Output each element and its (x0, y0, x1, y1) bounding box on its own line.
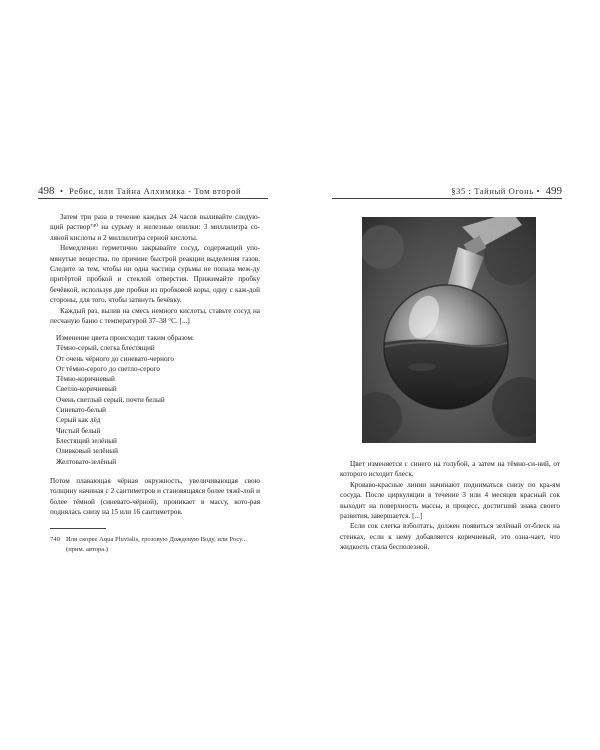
list-item: Очень светлый серый, почти белый (56, 395, 165, 404)
paragraph: Если сок слегка взболтать, должен появиться зелёный от-блеск на стенках, если к нему добавляется коричневый, это озна-чает, что жидкость стала бесполезной. (340, 522, 560, 552)
list-item: Оливковый зелёный (56, 447, 118, 456)
left-running-head: 498 • Ребис, или Тайна Алхимика - Том второй (38, 185, 242, 197)
list-item: Синевато-белый (56, 406, 107, 415)
left-running-title: Ребис, или Тайна Алхимика - Том второй (68, 186, 242, 196)
left-page-number: 498 (38, 185, 55, 197)
right-main-text (340, 459, 560, 553)
footnote-rule (50, 528, 106, 529)
left-after-list-text (50, 476, 260, 518)
list-item: Тёмно-серый, слегка блестящий (56, 344, 155, 353)
left-main-text (50, 212, 260, 326)
paragraph: Потом плавающая чёрная окружность, увеличивающая свою толщину начиная с 2 сантиметров и становящаяся более тяжё-лой и более тёмной (синевато-чёрной), проникает в массу, кото-рая поднялась снизу на 15 или 16 сантиметров. (50, 477, 260, 517)
footnote-line-1: Или скорее Aqua Pluvialis, грозовую Дождевую Воду, или Росу... (66, 536, 247, 543)
color-change-list (56, 333, 256, 467)
round-bottom-flask-photo (362, 217, 536, 443)
right-page (300, 0, 600, 750)
right-running-title: §35 : Тайный Огонь • (451, 186, 541, 196)
list-item: Серый как лёд (56, 416, 101, 425)
list-item: Чистый белый (56, 426, 101, 435)
paragraph: Затем три раза в течение каждых 24 часов выливайте следую-щий раствор⁷⁴⁰ на сурьму и железные опилки: 3 миллилитра со-ляной кислоты и 2 миллилитра серной кислоты. (50, 213, 260, 242)
list-item: От тёмно-серого до светло-серого (56, 364, 160, 373)
paragraph: Каждый раз, вылив на смесь немного кислоты, ставьте сосуд на песчаную баню с температурой 37–38 °C. [...] (50, 306, 260, 326)
paragraph: Кроваво-красные линии начинают подниматься снизу по кра-ям сосуда. После циркуляции в течение 3 или 4 месяцев красный сок выходит на поверхность массы, и процесс, достигший знака своего развития, завершается. [...] (340, 480, 560, 521)
list-item: Тёмно-коричневый (56, 375, 115, 384)
footnote (50, 535, 260, 554)
footnote-line-2: (прим. автора.) (66, 545, 109, 553)
paragraph: Цвет изменяется с синего на голубой, а затем на тёмно-си-ний, от которого исходит блеск. (340, 460, 560, 479)
footnote-number: 740 (50, 536, 60, 543)
list-item: От очень чёрного до синевато-черного (56, 354, 174, 363)
color-list-intro: Изменение цвета происходит таким образом: (56, 334, 195, 342)
left-header-rule (38, 198, 268, 199)
right-page-number: 499 (545, 185, 562, 197)
right-running-head (451, 185, 562, 197)
list-item: Желтовато-зелёный (56, 457, 117, 466)
right-header-rule (332, 198, 562, 199)
flask-photo-graphic (362, 217, 536, 443)
list-item: Блестящий зелёный (56, 436, 117, 445)
paragraph: Немедленно герметично закрывайте сосуд, содержащий упо-мянутые вещества, по причине быстрой реакции выделения газов. Следите за тем, чтобы ни одна частица сурьмы не попала меж-ду притёртой пробкой и стеклой отверстия. Прижимайте пробку бечёвкой, используя две пробки из пробковой коры, одну с каж-дой стороны, для того, чтобы затянуть бечёвку. (50, 244, 260, 305)
list-item: Светло-коричневый (56, 385, 117, 394)
